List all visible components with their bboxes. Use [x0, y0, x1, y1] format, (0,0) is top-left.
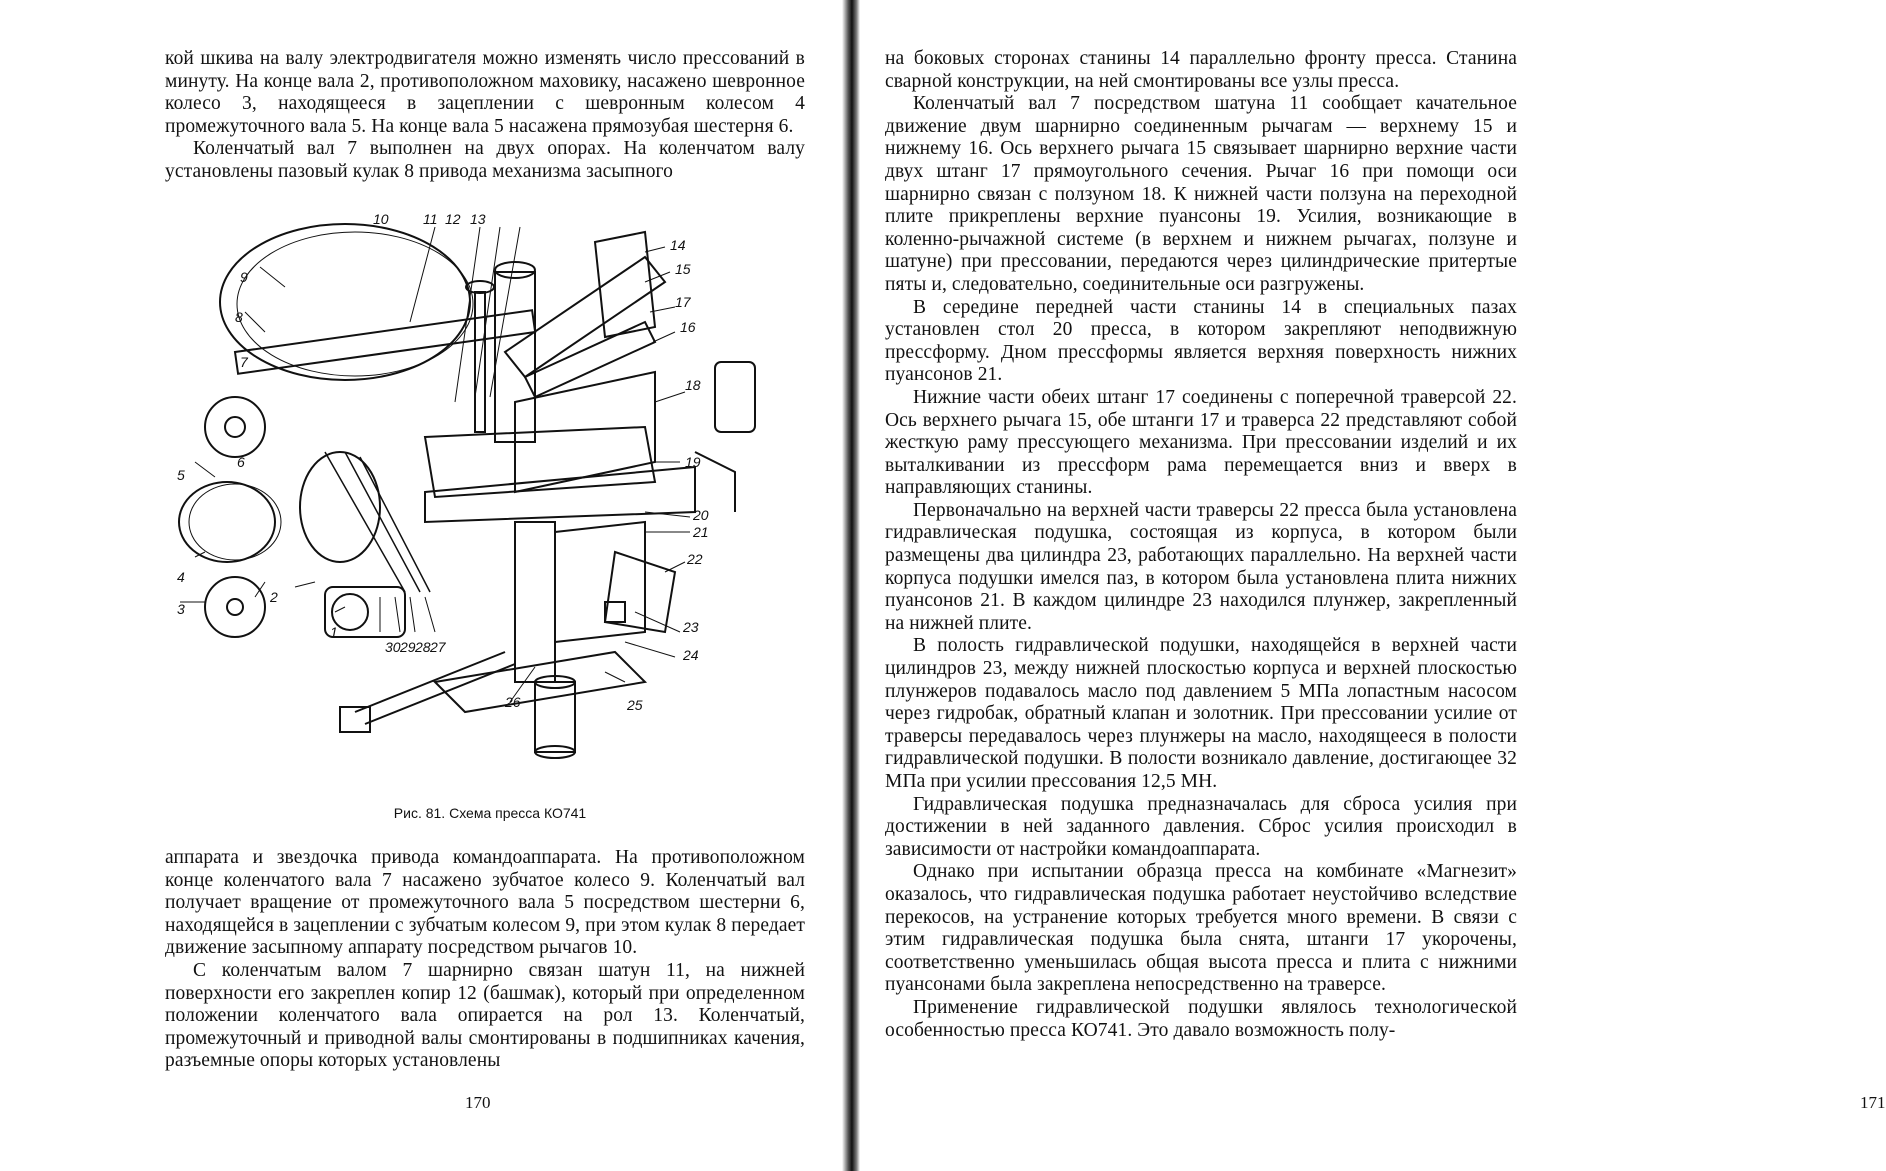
callout-label-4: 4	[177, 569, 185, 585]
callout-label-21: 21	[693, 524, 709, 540]
callout-label-12: 12	[445, 211, 461, 227]
callout-label-24: 24	[683, 647, 699, 663]
callout-label-9: 9	[240, 269, 248, 285]
figure-caption: Рис. 81. Схема пресса КО741	[393, 805, 587, 821]
press-diagram-figure	[175, 211, 805, 821]
callout-label-23: 23	[683, 619, 699, 635]
callout-label-13: 13	[470, 211, 486, 227]
callout-label-19: 19	[685, 454, 701, 470]
callout-label-7: 7	[240, 354, 248, 370]
callout-label-15: 15	[675, 261, 691, 277]
callout-label-30: 30	[385, 639, 401, 655]
paragraph: Однако при испытании образца пресса на комбинате «Магнезит» оказалось, что гидравлическая подушка работает неустойчиво вследствие перекосов, на устранение которых требуется много времени. В связи с этим гидравлическая подушка была снята, штанги 17 укорочены, соответственно уменьшилась общая высота пресса и плита с нижними пуансонами была закреплена непосредственно на траверсе.	[885, 861, 1517, 996]
callout-label-11: 11	[423, 211, 438, 227]
callout-label-29: 29	[400, 639, 416, 655]
page-number-right: 171	[1860, 1093, 1886, 1112]
callout-label-28: 28	[415, 639, 431, 655]
right-page	[860, 0, 1886, 1171]
paragraph: на боковых сторонах станины 14 параллельно фронту пресса. Станина сварной конструкции, на ней смонтированы все узлы пресса.	[885, 48, 1517, 92]
paragraph: кой шкива на валу электродвигателя можно изменять число прессований в минуту. На конце вала 2, противоположном маховику, насажено шевронное колесо 3, находящееся в зацеплении с шевронным колесом 4 промежуточного вала 5. На конце вала 5 насажена прямозубая шестерня 6.	[165, 48, 805, 137]
callout-label-26: 26	[505, 694, 521, 710]
page-number-left: 170	[465, 1093, 491, 1112]
callout-label-25: 25	[627, 697, 643, 713]
callout-label-14: 14	[670, 237, 686, 253]
callout-label-5: 5	[177, 467, 185, 483]
press-schematic-illustration	[175, 212, 805, 797]
paragraph: В полость гидравлической подушки, находящейся в верхней части цилиндров 23, между нижней плоскостью корпуса и верхней плоскостью плунжеров подавалось масло под давлением 5 МПа лопастным насосом через гидробак, обратный клапан и золотник. При прессовании усилие от траверсы передавалось через плунжеры на масло, находящееся в полости гидравлической подушки. В полости возникало давление, достигающее 32 МПа при усилии прессования 12,5 МН.	[885, 635, 1517, 792]
paragraph: Коленчатый вал 7 выполнен на двух опорах. На коленчатом валу установлены пазовый кулак 8 привода механизма засыпного	[165, 138, 805, 182]
callout-label-17: 17	[675, 294, 691, 310]
callout-label-10: 10	[373, 211, 389, 227]
callout-label-3: 3	[177, 601, 185, 617]
paragraph: В середине передней части станины 14 в специальных пазах установлен стол 20 пресса, в котором закрепляют неподвижную прессформу. Дном прессформы является верхняя поверхность нижних пуансонов 21.	[885, 296, 1517, 386]
paragraph: Применение гидравлической подушки являлось технологической особенностью пресса КО741. Это давало возможность полу-	[885, 996, 1517, 1041]
callout-label-27: 27	[430, 639, 446, 655]
callout-label-22: 22	[687, 551, 703, 567]
paragraph: аппарата и звездочка привода командоаппарата. На противоположном конце коленчатого вала 7 насажено зубчатое колесо 9. Коленчатый вал получает вращение от промежуточного вала 5 посредством шестерни 6, находящейся в зацеплении с зубчатым колесом 9, при этом кулак 8 передает движение засыпному аппарату посредством рычагов 10.	[165, 847, 805, 959]
paragraph: Коленчатый вал 7 посредством шатуна 11 сообщает качательное движение двум шарнирно соединенным рычагам — верхнему 15 и нижнему 16. Ось верхнего рычага 15 связывает шарнирно верхние части двух штанг 17 прямоугольного сечения. Рычаг 16 при помощи оси шарнирно связан с ползуном 18. К нижней части ползуна на переходной плите прикреплены верхние пуансоны 19. Усилия, возникающие в коленно-рычажной системе (в верхнем и нижнем рычагах, ползуне и шатуне) при прессовании, передаются через цилиндрические притертые пяты и, следовательно, соединительные оси разгружены.	[885, 93, 1517, 295]
right-text	[885, 48, 1517, 1042]
left-page	[0, 0, 842, 1171]
left-top-text	[165, 48, 805, 184]
paragraph: Нижние части обеих штанг 17 соединены с поперечной траверсой 22. Ось верхнего рычага 15, обе штанги 17 и траверса 22 представляют собой жесткую раму прессующего механизма. При прессовании изделий и их выталкивании из прессформ рама перемещается вниз и вверх в направляющих станины.	[885, 386, 1517, 499]
paragraph: С коленчатым валом 7 шарнирно связан шатун 11, на нижней поверхности его закреплен копир 12 (башмак), который при определенном положении коленчатого вала опирается на рол 13. Коленчатый, промежуточный и приводной валы смонтированы в подшипниках качения, разъемные опоры которых установлены	[165, 959, 805, 1072]
callout-label-16: 16	[680, 319, 696, 335]
left-bottom-text	[165, 847, 805, 1073]
callout-label-1: 1	[330, 624, 338, 640]
callout-label-20: 20	[693, 507, 709, 523]
callout-label-18: 18	[685, 377, 701, 393]
callout-label-2: 2	[270, 589, 278, 605]
callout-label-6: 6	[237, 454, 245, 470]
paragraph: Первоначально на верхней части траверсы 22 пресса была установлена гидравлическая подушка, состоящая из корпуса, в котором были размещены два цилиндра 23, работающих параллельно. На верхней части корпуса подушки имелся паз, в котором была установлена плита нижних пуансонов 21. В каждом цилиндре 23 находился плунжер, закрепленный на нижней плите.	[885, 499, 1517, 634]
book-gutter	[842, 0, 860, 1171]
callout-label-8: 8	[235, 309, 243, 325]
paragraph: Гидравлическая подушка предназначалась для сброса усилия при достижении в ней заданного давления. Сброс усилия происходил в зависимости от настройки командоаппарата.	[885, 793, 1517, 860]
